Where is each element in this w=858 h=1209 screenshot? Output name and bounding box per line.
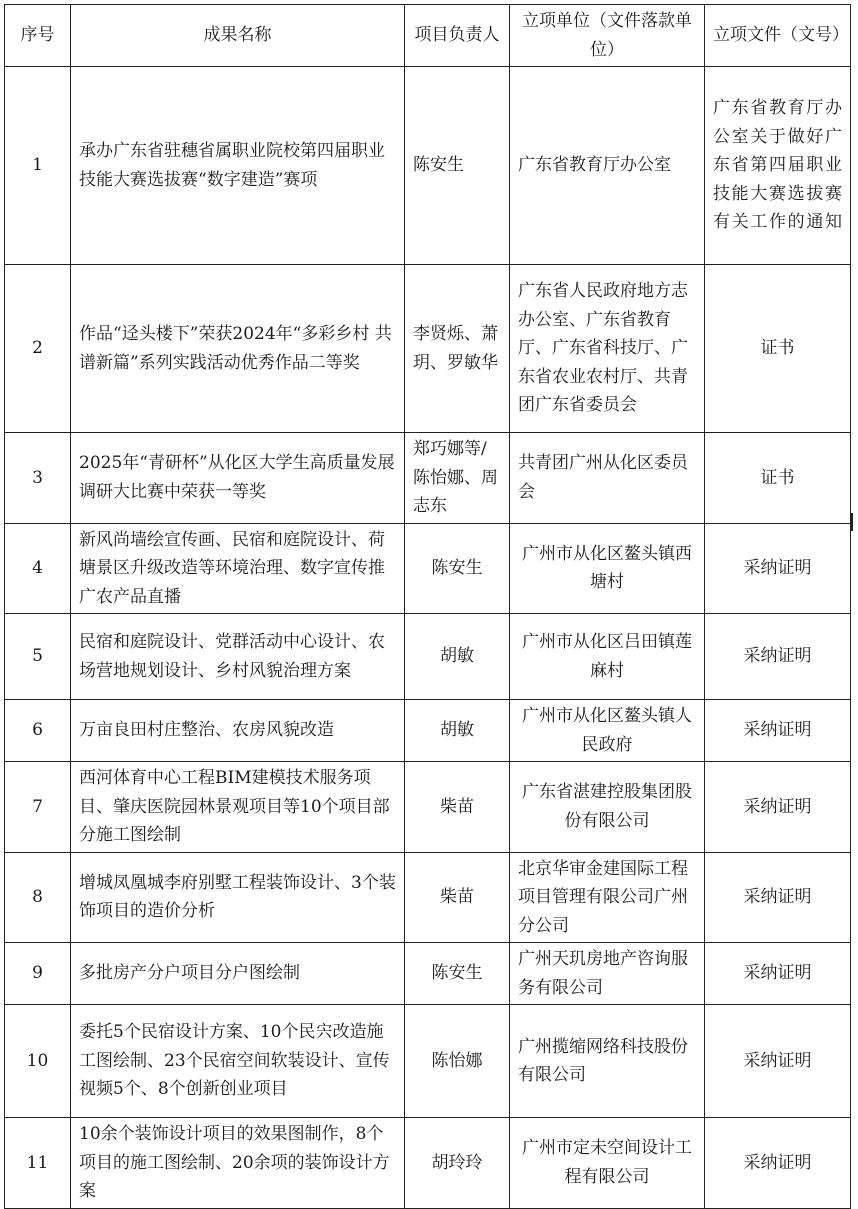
- cell-leader: 陈怡娜: [405, 1005, 510, 1118]
- cell-name: 增城凤凰城李府别墅工程装饰设计、3个装饰项目的造价分析: [71, 852, 405, 943]
- cell-unit: 广州市从化区吕田镇莲麻村: [510, 614, 705, 700]
- cell-name: 10余个装饰设计项目的效果图制作，8个项目的施工图绘制、20余项的装饰设计方案: [71, 1118, 405, 1209]
- table-row: [5, 265, 851, 433]
- cell-doc: 采纳证明: [705, 700, 851, 762]
- cell-doc: 采纳证明: [705, 523, 851, 614]
- cell-seq: 8: [5, 852, 71, 943]
- cell-unit: 广东省湛建控股集团股份有限公司: [510, 762, 705, 853]
- cell-leader: 陈安生: [405, 67, 510, 265]
- cell-name: 万亩良田村庄整治、农房风貌改造: [71, 700, 405, 762]
- table-row: [5, 852, 851, 943]
- header-leader: 项目负责人: [405, 5, 510, 67]
- cell-name: 承办广东省驻穗省属职业院校第四届职业技能大赛选拔赛“数字建造”赛项: [71, 67, 405, 265]
- table-row: [5, 433, 851, 524]
- table-row: [5, 614, 851, 700]
- cell-leader: 胡玲玲: [405, 1118, 510, 1209]
- cell-unit: 共青团广州从化区委员会: [510, 433, 705, 524]
- cell-doc: 证书: [705, 433, 851, 524]
- cell-seq: 3: [5, 433, 71, 524]
- table-row: [5, 1005, 851, 1118]
- cell-unit: 广州市从化区鳌头镇西塘村: [510, 523, 705, 614]
- table-row: [5, 700, 851, 762]
- cell-name: 委托5个民宿设计方案、10个民宍改造施工图绘制、23个民宿空间软装设计、宣传视频5个、8个创新创业项目: [71, 1005, 405, 1118]
- table-header-row: [5, 5, 851, 67]
- cell-unit: 广东省人民政府地方志办公室、广东省教育厅、广东省科技厅、广东省农业农村厅、共青团广东省委员会: [510, 265, 705, 433]
- cell-doc: 采纳证明: [705, 852, 851, 943]
- cell-name: 西河体育中心工程BIM建模技术服务项目、肇庆医院园林景观项目等10个项目部分施工图绘制: [71, 762, 405, 853]
- cell-name: 作品“迳头楼下”荣获2024年“多彩乡村 共谱新篇”系列实践活动优秀作品二等奖: [71, 265, 405, 433]
- cell-leader: 胡敏: [405, 614, 510, 700]
- cell-doc: 证书: [705, 265, 851, 433]
- cell-seq: 5: [5, 614, 71, 700]
- header-seq: 序号: [5, 5, 71, 67]
- table-row: [5, 762, 851, 853]
- cell-name: 新风尚墙绘宣传画、民宿和庭院设计、荷塘景区升级改造等环境治理、数字宣传推广农产品直播: [71, 523, 405, 614]
- table-row: [5, 523, 851, 614]
- cell-doc: 采纳证明: [705, 762, 851, 853]
- cell-leader: 柴苗: [405, 852, 510, 943]
- results-table: [4, 4, 851, 1209]
- cell-doc: 采纳证明: [705, 943, 851, 1005]
- cell-seq: 9: [5, 943, 71, 1005]
- cell-unit: 广州天玑房地产咨询服务有限公司: [510, 943, 705, 1005]
- table-row: [5, 67, 851, 265]
- cell-name: 民宿和庭院设计、党群活动中心设计、农场营地规划设计、乡村风貌治理方案: [71, 614, 405, 700]
- table-row: [5, 1118, 851, 1209]
- cell-doc: 采纳证明: [705, 1005, 851, 1118]
- cell-doc: 广东省教育厅办公室关于做好广东省第四届职业技能大赛选拔赛有关工作的通知: [705, 67, 851, 265]
- stray-border-mark: [851, 513, 853, 531]
- cell-seq: 2: [5, 265, 71, 433]
- cell-leader: 郑巧娜等/陈怡娜、周志东: [405, 433, 510, 524]
- header-unit: 立项单位（文件落款单位）: [510, 5, 705, 67]
- cell-leader: 李贤烁、萧玥、罗敏华: [405, 265, 510, 433]
- cell-unit: 北京华审金建国际工程项目管理有限公司广州分公司: [510, 852, 705, 943]
- cell-leader: 柴苗: [405, 762, 510, 853]
- cell-unit: 广州市从化区鳌头镇人民政府: [510, 700, 705, 762]
- cell-name: 2025年“青研杯”从化区大学生高质量发展调研大比赛中荣获一等奖: [71, 433, 405, 524]
- cell-leader: 陈安生: [405, 943, 510, 1005]
- cell-unit: 广东省教育厅办公室: [510, 67, 705, 265]
- cell-name: 多批房产分户项目分户图绘制: [71, 943, 405, 1005]
- table-row: [5, 943, 851, 1005]
- cell-seq: 4: [5, 523, 71, 614]
- cell-unit: 广州市定未空间设计工程有限公司: [510, 1118, 705, 1209]
- cell-seq: 1: [5, 67, 71, 265]
- cell-doc: 采纳证明: [705, 1118, 851, 1209]
- cell-unit: 广州揽缩网络科技股份有限公司: [510, 1005, 705, 1118]
- cell-seq: 7: [5, 762, 71, 853]
- cell-doc: 采纳证明: [705, 614, 851, 700]
- cell-seq: 6: [5, 700, 71, 762]
- header-name: 成果名称: [71, 5, 405, 67]
- cell-seq: 10: [5, 1005, 71, 1118]
- header-doc: 立项文件（文号）: [705, 5, 851, 67]
- cell-leader: 胡敏: [405, 700, 510, 762]
- cell-seq: 11: [5, 1118, 71, 1209]
- cell-leader: 陈安生: [405, 523, 510, 614]
